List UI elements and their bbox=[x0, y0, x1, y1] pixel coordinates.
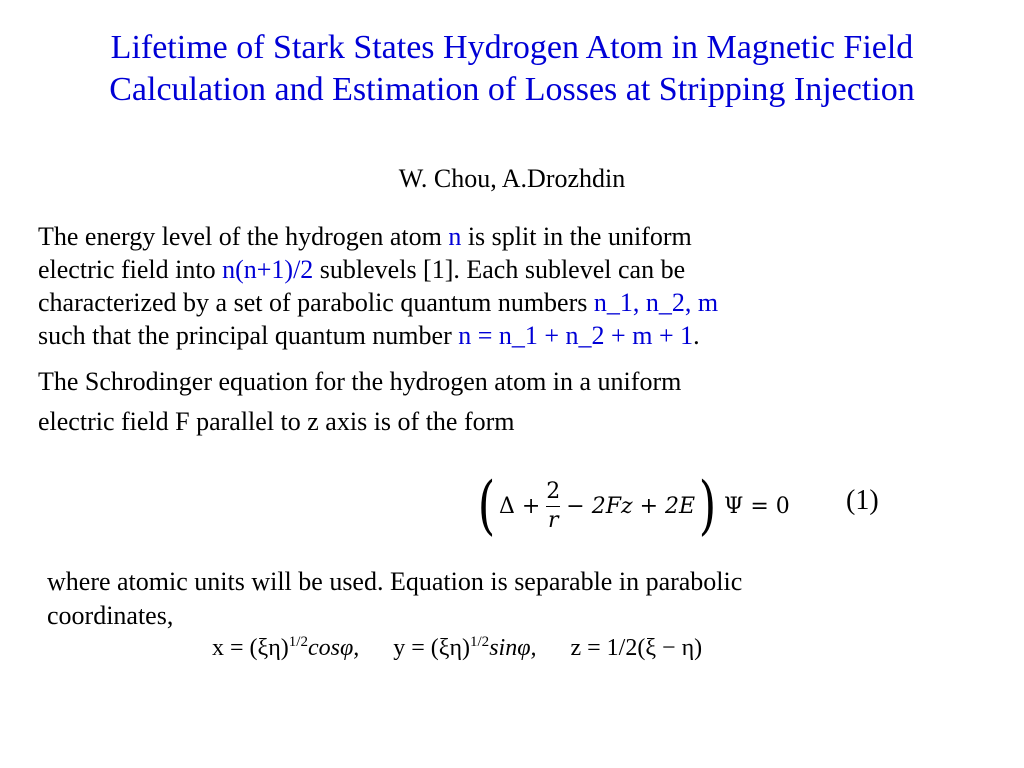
left-paren: ( bbox=[477, 469, 496, 543]
principal-number-formula: n = n_1 + n_2 + m + 1 bbox=[458, 321, 694, 350]
intro-paragraph bbox=[38, 220, 998, 352]
eq-rest: − 2Fz + 2E bbox=[566, 493, 696, 519]
intro-text: is split in the uniform bbox=[461, 222, 692, 251]
intro-text: electric field into bbox=[38, 255, 223, 284]
equation-number: (1) bbox=[846, 485, 879, 516]
intro-line-2 bbox=[38, 253, 998, 286]
intro-text: The energy level of the hydrogen atom bbox=[38, 222, 449, 251]
intro-line-3 bbox=[38, 286, 998, 319]
z-definition: z = 1/2(ξ − η) bbox=[570, 635, 703, 661]
title-line-2: Calculation and Estimation of Losses at Stripping Injection bbox=[109, 71, 915, 108]
parabolic-coordinates-equation bbox=[212, 622, 702, 668]
fraction-denominator: r bbox=[548, 507, 559, 533]
slide-title bbox=[0, 27, 1024, 111]
x-definition: x = (ξη) bbox=[212, 635, 289, 661]
y-trig: sinφ, bbox=[489, 635, 537, 661]
intro-text: such that the principal quantum number bbox=[38, 321, 459, 350]
intro-line-1 bbox=[38, 220, 998, 253]
separable-line-2: coordinates, bbox=[47, 601, 174, 630]
separable-line-1: where atomic units will be used. Equation is separable in parabolic bbox=[47, 567, 743, 596]
schrodinger-equation bbox=[474, 466, 790, 546]
x-exponent: 1/2 bbox=[288, 634, 308, 650]
sublevel-count: n(n+1)/2 bbox=[222, 255, 314, 284]
fraction-numerator: 2 bbox=[546, 478, 561, 504]
symbol-n: n bbox=[448, 222, 462, 251]
y-definition: y = (ξη) bbox=[393, 635, 471, 661]
intro-text: characterized by a set of parabolic quantum numbers bbox=[38, 288, 594, 317]
x-trig: cosφ, bbox=[307, 635, 360, 661]
eq-psi: Ψ = 0 bbox=[724, 493, 790, 519]
schrodinger-line-2: electric field F parallel to z axis is of the form bbox=[38, 407, 515, 436]
intro-text: . bbox=[693, 321, 700, 350]
intro-line-4 bbox=[38, 319, 998, 352]
right-paren: ) bbox=[698, 469, 717, 543]
authors: W. Chou, A.Drozhdin bbox=[398, 164, 626, 193]
y-exponent: 1/2 bbox=[470, 634, 490, 650]
quantum-numbers: n_1, n_2, m bbox=[593, 288, 719, 317]
title-line-1: Lifetime of Stark States Hydrogen Atom in Magnetic Field bbox=[110, 29, 914, 66]
schrodinger-paragraph bbox=[38, 362, 998, 442]
fraction-bar bbox=[546, 506, 560, 507]
eq-delta-plus: Δ + bbox=[498, 493, 541, 519]
fraction-2-over-r bbox=[546, 480, 560, 533]
schrodinger-line-1: The Schrodinger equation for the hydrogen atom in a uniform bbox=[38, 367, 682, 396]
intro-text: sublevels [1]. Each sublevel can be bbox=[313, 255, 686, 284]
